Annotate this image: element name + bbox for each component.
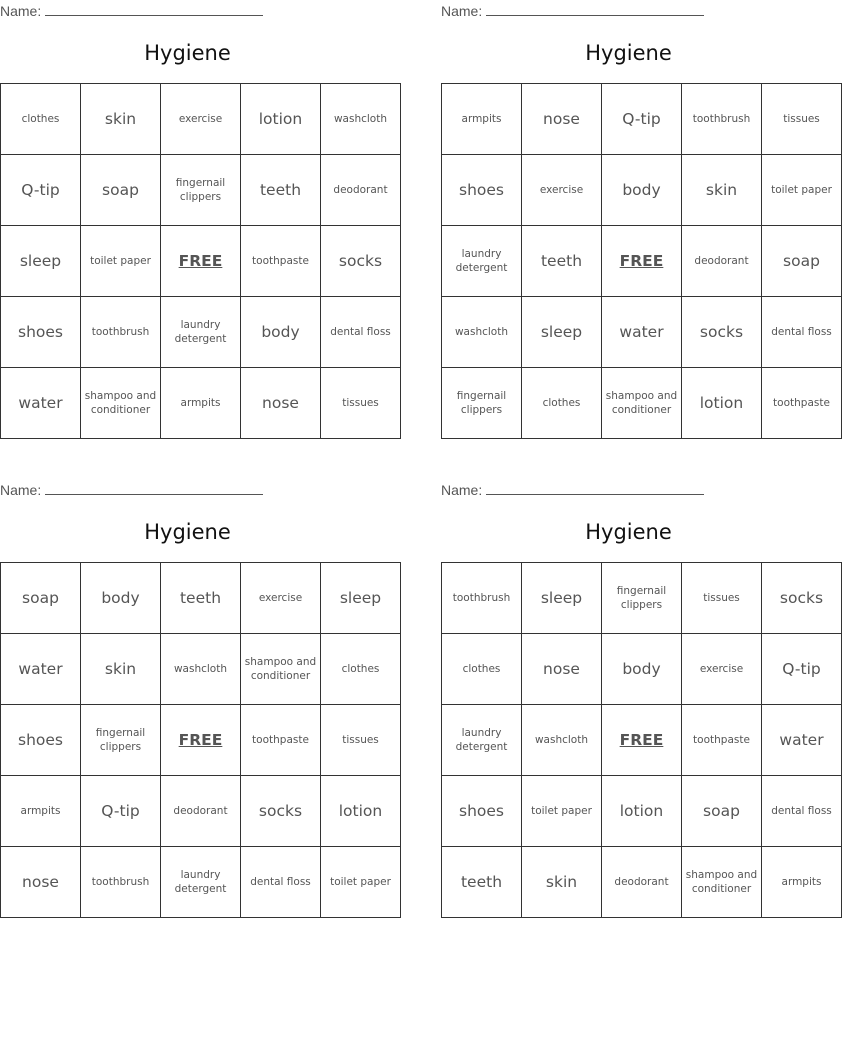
card-title: Hygiene xyxy=(144,520,231,544)
bingo-cell[interactable]: skin xyxy=(522,847,602,918)
bingo-cell[interactable]: dental floss xyxy=(762,297,842,368)
bingo-cell[interactable]: soap xyxy=(81,155,161,226)
bingo-cell[interactable]: exercise xyxy=(682,634,762,705)
name-field[interactable] xyxy=(441,3,704,19)
bingo-cell[interactable]: deodorant xyxy=(602,847,682,918)
bingo-cell[interactable]: shoes xyxy=(1,705,81,776)
bingo-cell[interactable]: clothes xyxy=(1,84,81,155)
bingo-cell[interactable]: skin xyxy=(81,84,161,155)
bingo-cell[interactable]: toilet paper xyxy=(762,155,842,226)
card-title: Hygiene xyxy=(144,41,231,65)
bingo-cell[interactable]: body xyxy=(81,563,161,634)
name-label: Name: xyxy=(441,3,483,19)
bingo-cell[interactable]: water xyxy=(762,705,842,776)
bingo-row xyxy=(1,847,401,918)
bingo-card-3 xyxy=(0,479,391,913)
bingo-cell[interactable]: shoes xyxy=(442,155,522,226)
name-label: Name: xyxy=(441,482,483,498)
bingo-cell[interactable]: water xyxy=(1,634,81,705)
free-space[interactable]: FREE xyxy=(602,705,682,776)
bingo-cell[interactable]: body xyxy=(602,634,682,705)
bingo-cell[interactable]: deodorant xyxy=(321,155,401,226)
bingo-cell[interactable]: lotion xyxy=(241,84,321,155)
bingo-cell[interactable]: lotion xyxy=(602,776,682,847)
bingo-row xyxy=(442,226,842,297)
bingo-row xyxy=(442,368,842,439)
name-blank-line[interactable] xyxy=(486,482,704,495)
bingo-cell[interactable]: exercise xyxy=(241,563,321,634)
name-label: Name: xyxy=(0,3,42,19)
bingo-cell[interactable]: tissues xyxy=(321,705,401,776)
name-blank-line[interactable] xyxy=(45,3,263,16)
bingo-card-1 xyxy=(0,0,391,434)
bingo-row xyxy=(1,563,401,634)
bingo-cell[interactable]: lotion xyxy=(321,776,401,847)
bingo-cell[interactable]: soap xyxy=(1,563,81,634)
bingo-cell[interactable]: shampoo and conditioner xyxy=(241,634,321,705)
bingo-cell[interactable]: nose xyxy=(1,847,81,918)
bingo-card-2 xyxy=(441,0,832,434)
bingo-cell[interactable]: dental floss xyxy=(762,776,842,847)
bingo-row xyxy=(1,776,401,847)
bingo-row xyxy=(442,634,842,705)
bingo-cell[interactable]: toothpaste xyxy=(762,368,842,439)
bingo-cell[interactable]: body xyxy=(602,155,682,226)
bingo-cell[interactable]: shoes xyxy=(442,776,522,847)
bingo-cell[interactable]: armpits xyxy=(161,368,241,439)
bingo-cell[interactable]: clothes xyxy=(321,634,401,705)
bingo-row xyxy=(1,634,401,705)
bingo-cell[interactable]: socks xyxy=(241,776,321,847)
bingo-cell[interactable]: toothpaste xyxy=(682,705,762,776)
bingo-row xyxy=(1,297,401,368)
bingo-cell[interactable]: armpits xyxy=(1,776,81,847)
bingo-row xyxy=(1,226,401,297)
bingo-grid xyxy=(0,562,401,918)
bingo-cell[interactable]: exercise xyxy=(161,84,241,155)
bingo-cell[interactable]: clothes xyxy=(522,368,602,439)
name-field[interactable] xyxy=(0,482,263,498)
bingo-cell[interactable]: tissues xyxy=(682,563,762,634)
bingo-cell[interactable]: fingernail clippers xyxy=(602,563,682,634)
name-blank-line[interactable] xyxy=(486,3,704,16)
bingo-cell[interactable]: toothbrush xyxy=(81,297,161,368)
bingo-cell[interactable]: toilet paper xyxy=(81,226,161,297)
bingo-cell[interactable]: laundry detergent xyxy=(442,226,522,297)
free-space[interactable]: FREE xyxy=(161,226,241,297)
free-space[interactable]: FREE xyxy=(602,226,682,297)
bingo-cell[interactable]: sleep xyxy=(522,563,602,634)
bingo-cell[interactable]: toothbrush xyxy=(81,847,161,918)
free-space[interactable]: FREE xyxy=(161,705,241,776)
bingo-cell[interactable]: socks xyxy=(682,297,762,368)
bingo-cell[interactable]: dental floss xyxy=(321,297,401,368)
bingo-cell[interactable]: Q-tip xyxy=(1,155,81,226)
bingo-cell[interactable]: nose xyxy=(241,368,321,439)
name-label: Name: xyxy=(0,482,42,498)
bingo-cell[interactable]: water xyxy=(1,368,81,439)
bingo-row xyxy=(442,563,842,634)
name-field[interactable] xyxy=(0,3,263,19)
bingo-cell[interactable]: exercise xyxy=(522,155,602,226)
bingo-row xyxy=(442,776,842,847)
bingo-cell[interactable]: skin xyxy=(81,634,161,705)
bingo-cell[interactable]: washcloth xyxy=(321,84,401,155)
bingo-card-4 xyxy=(441,479,832,913)
bingo-cell[interactable]: shoes xyxy=(1,297,81,368)
bingo-row xyxy=(442,705,842,776)
bingo-cell[interactable]: lotion xyxy=(682,368,762,439)
bingo-cell[interactable]: sleep xyxy=(522,297,602,368)
bingo-cell[interactable]: toilet paper xyxy=(321,847,401,918)
bingo-row xyxy=(1,84,401,155)
bingo-cell[interactable]: teeth xyxy=(161,563,241,634)
bingo-cell[interactable]: skin xyxy=(682,155,762,226)
bingo-cell[interactable]: toothpaste xyxy=(241,705,321,776)
bingo-cell[interactable]: socks xyxy=(321,226,401,297)
bingo-cell[interactable]: clothes xyxy=(442,634,522,705)
bingo-cell[interactable]: toothbrush xyxy=(442,563,522,634)
bingo-cell[interactable]: laundry detergent xyxy=(442,705,522,776)
bingo-cell[interactable]: armpits xyxy=(442,84,522,155)
name-field[interactable] xyxy=(441,482,704,498)
bingo-cell[interactable]: fingernail clippers xyxy=(161,155,241,226)
bingo-row xyxy=(442,297,842,368)
bingo-cell[interactable]: nose xyxy=(522,84,602,155)
bingo-row xyxy=(1,155,401,226)
bingo-cell[interactable]: toothbrush xyxy=(682,84,762,155)
bingo-cell[interactable]: fingernail clippers xyxy=(81,705,161,776)
bingo-cell[interactable]: washcloth xyxy=(161,634,241,705)
bingo-cell[interactable]: teeth xyxy=(241,155,321,226)
bingo-cell[interactable]: tissues xyxy=(321,368,401,439)
bingo-cell[interactable]: teeth xyxy=(442,847,522,918)
bingo-row xyxy=(442,847,842,918)
bingo-cell[interactable]: shampoo and conditioner xyxy=(81,368,161,439)
bingo-cell[interactable]: sleep xyxy=(321,563,401,634)
bingo-cell[interactable]: socks xyxy=(762,563,842,634)
bingo-cell[interactable]: washcloth xyxy=(442,297,522,368)
bingo-cell[interactable]: shampoo and conditioner xyxy=(682,847,762,918)
bingo-cell[interactable]: soap xyxy=(682,776,762,847)
bingo-row xyxy=(442,84,842,155)
bingo-cell[interactable]: body xyxy=(241,297,321,368)
bingo-cell[interactable]: nose xyxy=(522,634,602,705)
bingo-cell[interactable]: shampoo and conditioner xyxy=(602,368,682,439)
bingo-row xyxy=(442,155,842,226)
bingo-grid xyxy=(441,562,842,918)
bingo-cell[interactable]: deodorant xyxy=(682,226,762,297)
bingo-cell[interactable]: laundry detergent xyxy=(161,297,241,368)
bingo-cell[interactable]: deodorant xyxy=(161,776,241,847)
bingo-cell[interactable]: Q-tip xyxy=(762,634,842,705)
bingo-cell[interactable]: washcloth xyxy=(522,705,602,776)
card-title: Hygiene xyxy=(585,41,672,65)
bingo-cell[interactable]: sleep xyxy=(1,226,81,297)
bingo-cell[interactable]: tissues xyxy=(762,84,842,155)
bingo-grid xyxy=(0,83,401,439)
bingo-cell[interactable]: laundry detergent xyxy=(161,847,241,918)
bingo-row xyxy=(1,368,401,439)
bingo-cell[interactable]: fingernail clippers xyxy=(442,368,522,439)
name-blank-line[interactable] xyxy=(45,482,263,495)
bingo-cell[interactable]: toilet paper xyxy=(522,776,602,847)
bingo-grid xyxy=(441,83,842,439)
bingo-cell[interactable]: toothpaste xyxy=(241,226,321,297)
bingo-cell[interactable]: teeth xyxy=(522,226,602,297)
bingo-row xyxy=(1,705,401,776)
card-title: Hygiene xyxy=(585,520,672,544)
bingo-cell[interactable]: Q-tip xyxy=(602,84,682,155)
bingo-cell[interactable]: armpits xyxy=(762,847,842,918)
bingo-cell[interactable]: water xyxy=(602,297,682,368)
bingo-cell[interactable]: dental floss xyxy=(241,847,321,918)
bingo-cell[interactable]: Q-tip xyxy=(81,776,161,847)
bingo-cell[interactable]: soap xyxy=(762,226,842,297)
